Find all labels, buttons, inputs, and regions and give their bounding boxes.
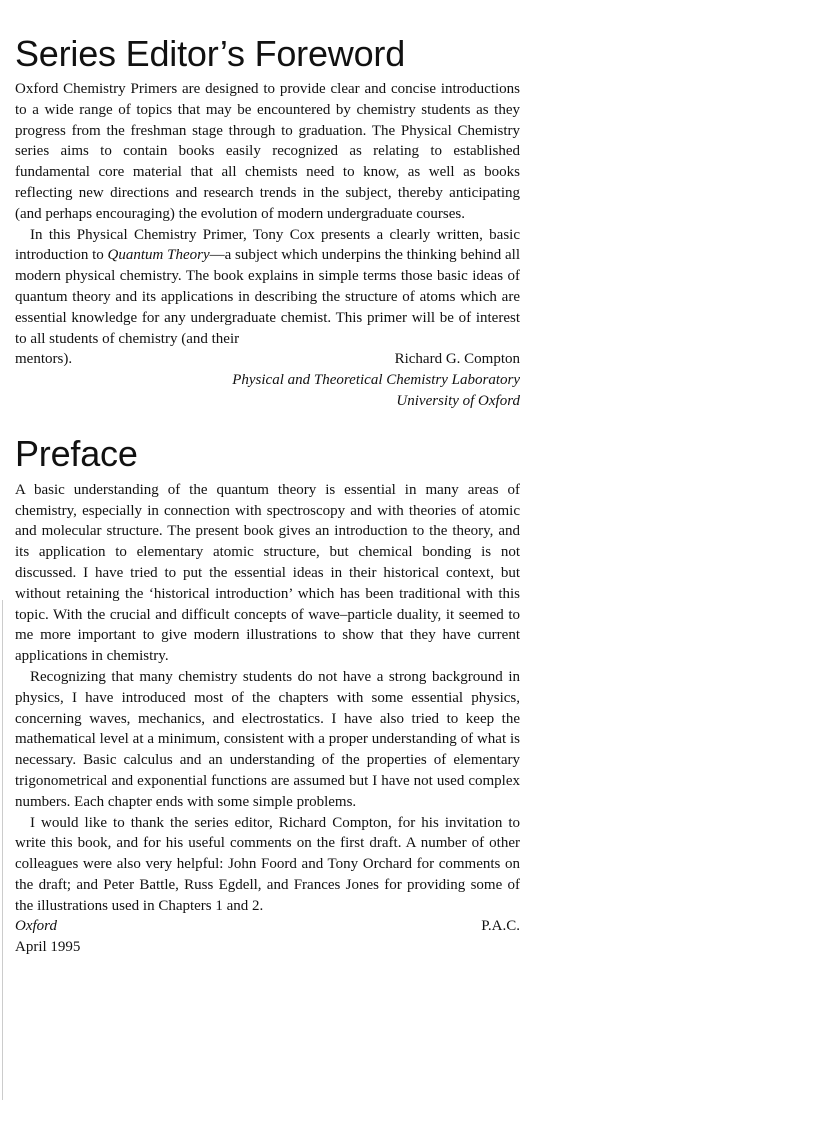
preface-initials: P.A.C. xyxy=(481,918,520,935)
preface-signature-line xyxy=(15,916,520,937)
foreword-signature-line xyxy=(15,349,520,370)
foreword-affiliation-2: University of Oxford xyxy=(396,392,520,409)
foreword-paragraph-1: Oxford Chemistry Primers are designed to provide clear and concise introductions to a wide range of topics that may be encountered by chemistry students as they progress from the freshman stage through to graduation. The Physical Chemistry series aims to contain books easily recognized as relating to established fundamental core material that all chemists need to know, as well as books reflecting new directions and research trends in the subject, thereby anticipating (and perhaps encouraging) the evolution of modern undergraduate courses. xyxy=(15,81,520,222)
foreword-author: Richard G. Compton xyxy=(394,351,520,368)
foreword-affiliation-1: Physical and Theoretical Chemistry Laboratory xyxy=(232,372,520,389)
foreword-paragraph-2 xyxy=(15,225,520,350)
preface-body xyxy=(15,480,520,958)
preface-section xyxy=(15,432,520,958)
scan-edge-mark xyxy=(2,600,3,1100)
preface-paragraph-1: A basic understanding of the quantum theory is essential in many areas of chemistry, especially in connection with spectroscopy and with theories of atomic and molecular structure. The present book gives an introduction to the theory, and its application to elementary atomic structure, but chemical bonding is not discussed. I have tried to put the essential ideas in their historical context, but without retaining the ‘historical introduction’ which has been traditional with this topic. With the crucial and difficult concepts of wave–particle duality, it seemed to me more important to give modern illustrations to show that they have current applications in chemistry. xyxy=(15,481,520,665)
foreword-p2-end: mentors). xyxy=(15,351,73,368)
foreword-section xyxy=(15,32,520,412)
preface-place: Oxford xyxy=(15,918,57,935)
document-page xyxy=(15,32,520,958)
foreword-p2-text-a: In this Physical Chemistry Primer, Tony Cox presents a clearly written, basic introduction to xyxy=(15,226,520,264)
preface-date-line xyxy=(15,937,520,958)
preface-title: Preface xyxy=(15,432,138,474)
foreword-p2-text-b: —a subject which underpins the thinking behind all modern physical chemistry. The book explains in simple terms those basic ideas of quantum theory and its applications in describing the structure of atoms which are essential knowledge for any undergraduate chemist. This primer will be of interest to all students of chemistry (and their xyxy=(15,247,521,347)
preface-paragraph-2: Recognizing that many chemistry students do not have a strong background in physics, I have introduced most of the chapters with some essential physics, concerning waves, mechanics, and electrostatics. I have also tried to keep the mathematical level at a minimum, consistent with a proper understanding of what is necessary. Basic calculus and an understanding of the properties of elementary trigonometrical and exponential functions are assumed but I have not used complex numbers. Each chapter ends with some simple problems. xyxy=(15,668,520,810)
preface-date: April 1995 xyxy=(15,939,81,956)
foreword-p2-book-title: Quantum Theory xyxy=(107,247,210,264)
foreword-title: Series Editor’s Foreword xyxy=(15,33,406,74)
preface-paragraph-3: I would like to thank the series editor, Richard Compton, for his invitation to write this book, and for his useful comments on the first draft. A number of other colleagues were also very helpful: John Foord and Tony Orchard for comments on the draft; and Peter Battle, Russ Egdell, and Frances Jones for providing some of the illustrations used in Chapters 1 and 2. xyxy=(15,814,520,914)
